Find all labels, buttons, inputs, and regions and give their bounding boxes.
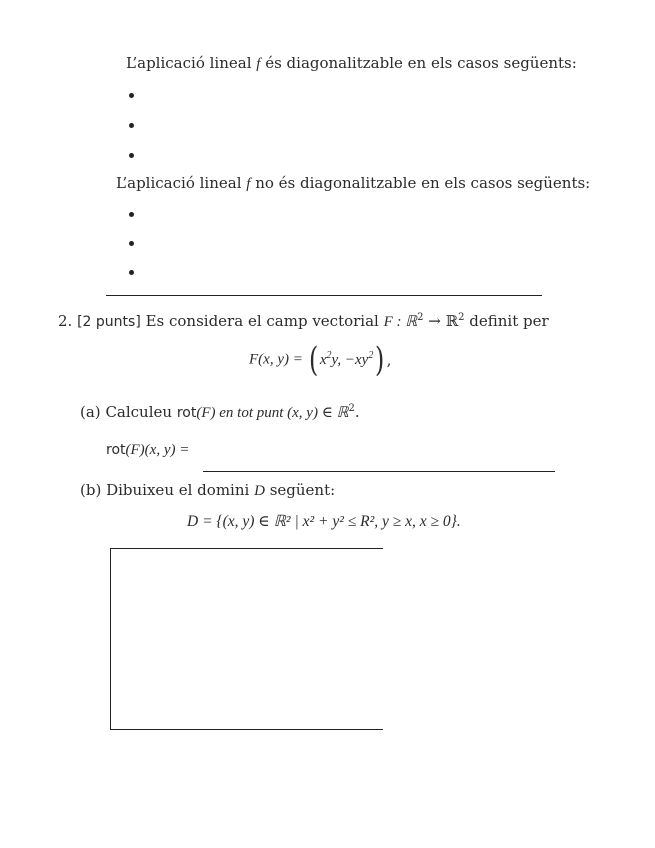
f-symbol: f: [246, 176, 251, 192]
open-paren: (: [308, 340, 318, 380]
formula-rest: y, −xy: [331, 351, 369, 368]
bullet-nondiag-1: [129, 212, 134, 217]
section-divider: [106, 295, 542, 296]
part-a-text: Calculeu: [105, 403, 177, 421]
domain-symbol: D: [254, 483, 265, 499]
part-b-text: Dibuixeu el domini: [106, 481, 255, 499]
drawing-box[interactable]: [110, 548, 383, 730]
part-b-statement: [80, 481, 335, 500]
formula-lhs: F(x, y) =: [249, 351, 307, 368]
f-symbol: f: [256, 56, 261, 72]
nondiag-text-after: no és diagonalitzable en els casos següents:: [250, 174, 591, 192]
part-a-period: .: [354, 403, 360, 421]
nondiag-text-before: L’aplicació lineal: [116, 174, 247, 192]
bullet-diag-1: [129, 93, 134, 98]
diag-text-after: és diagonalitzable en els casos següents:: [260, 54, 577, 72]
bullet-nondiag-2: [129, 241, 134, 246]
problem-points: [2 punts]: [77, 314, 141, 330]
part-a-exp: 2: [348, 403, 355, 414]
part-b-text-end: següent:: [264, 481, 336, 499]
domain-set-formula: D = {(x, y) ∈ ℝ² | x² + y² ≤ R², y ≥ x, x ≥ 0}.: [187, 513, 461, 530]
part-a-answer-label: [106, 440, 189, 459]
map-arrow: → ℝ: [423, 312, 459, 330]
answer-expression: (F)(x, y) =: [125, 442, 190, 458]
bullet-diag-2: [129, 123, 134, 128]
problem-statement-text: Es considera el camp vectorial: [145, 312, 384, 330]
close-paren: ): [375, 340, 385, 380]
answer-line[interactable]: [203, 471, 555, 472]
bullet-nondiag-3: [129, 270, 134, 275]
problem-2-statement: [58, 312, 549, 331]
part-a-label: (a): [80, 403, 101, 421]
answer-rot: rot: [106, 442, 126, 458]
nondiag-statement: [116, 174, 590, 193]
problem-number: 2.: [58, 312, 73, 330]
formula-x: x: [319, 351, 327, 368]
formula-comma: ,: [386, 351, 392, 369]
bullet-diag-3: [129, 153, 134, 158]
exp-codomain: 2: [458, 312, 465, 323]
formula-exp-2: 2: [368, 349, 374, 361]
formula-exp-1: 2: [326, 349, 332, 361]
rot-operator: rot: [176, 405, 197, 421]
part-b-label: (b): [80, 481, 102, 499]
vector-field-formula: [249, 340, 392, 380]
diag-text-before: L’aplicació lineal: [126, 54, 257, 72]
part-a-math: (F) en tot punt (x, y) ∈ ℝ: [196, 405, 349, 421]
exp-domain: 2: [417, 312, 424, 323]
part-a-statement: [80, 403, 360, 422]
map-domain: F : ℝ: [383, 314, 418, 330]
problem-statement-end: definit per: [464, 312, 549, 330]
diag-statement: [126, 54, 577, 73]
